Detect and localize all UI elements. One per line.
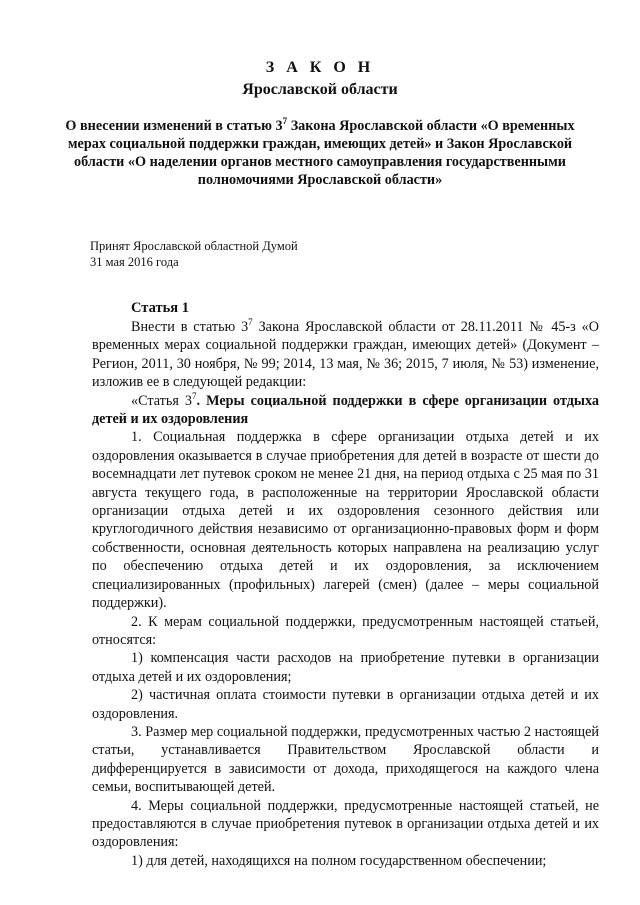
quote-title: . Меры социальной поддержки в сфере организации отдыха детей и их оздоровления [92,392,599,428]
paragraph-3: 3. Размер мер социальной поддержки, предусмотренных частью 2 настоящей статьи, устанавливается Правительством Ярославской области и дифференцируется в зависимости от дохода, приходящегося на каждого члена семьи, воспитывающей детей. [92,723,599,796]
title-superscript: 7 [282,116,288,126]
law-title [60,117,580,189]
intro-superscript: 7 [248,317,253,327]
paragraph-2-item-2: 2) частичная оплата стоимости путевки в организации отдыха детей и их оздоровления. [92,687,599,722]
paragraph-2-item-1: 1) компенсация части расходов на приобретение путевки в организации отдыха детей и их оздоровления; [92,650,599,685]
article-body [92,318,599,870]
quoted-article-heading [92,392,599,429]
article-heading: Статья 1 [131,300,189,316]
title-rest: «О временных мерах социальной поддержки граждан, имеющих детей» и Закон Ярославской области «О наделении органов местного самоуправления государственными полномочиями Ярославской области» [67,118,575,188]
quote-superscript: 7 [192,390,197,401]
intro-end: Закона Ярославской области от 28.11.2011 № 45-з «О временных мерах социальной поддержки граждан, имеющих детей» (Документ – Регион, 2011, 30 ноября, № 99; 2014, 13 мая, № 36; 2015, 7 июля, № 53) изменение, изложив ее в следующей редакции: [92,319,599,391]
quote-start: «Статья 3 [131,392,193,409]
document-type: З А К О Н [265,59,375,76]
adoption-note [90,238,298,270]
adoption-date: 31 мая 2016 года [90,255,179,269]
title-line1-start: О внесении изменений в статью 3 [65,118,283,134]
title-line1-end: Закона Ярославской области [287,118,478,134]
paragraph-2: 2. К мерам социальной поддержки, предусмотренным настоящей статьей, относятся: [92,613,599,648]
article-intro [92,318,599,392]
document-region: Ярославской области [242,81,398,98]
intro-start: Внести в статью 3 [131,319,249,335]
paragraph-4: 4. Меры социальной поддержки, предусмотренные настоящей статьей, не предоставляются в случае приобретения путевок в организации отдыха детей и их оздоровления: [92,797,599,851]
paragraph-1: 1. Социальная поддержка в сфере организации отдыха детей и их оздоровления оказывается в случае приобретения для детей в возрасте от шести до восемнадцати лет путевок сроком не менее 21 дня, на период отдыха с 25 мая по 31 августа текущего года, в расположенные на территории Ярославской области организации отдыха детей и их оздоровления сезонного действия или круглогодичного действия независимо от организационно-правовых форм и форм собственности, основная деятельность которых направлена на реализацию услуг по обеспечению отдыха детей и их оздоровления, за исключением специализированных (профильных) лагерей (смен) (далее – меры социальной поддержки). [92,429,599,612]
adoption-body: Принят Ярославской областной Думой [90,239,298,253]
paragraph-4-item-1: 1) для детей, находящихся на полном государственном обеспечении; [131,852,547,869]
